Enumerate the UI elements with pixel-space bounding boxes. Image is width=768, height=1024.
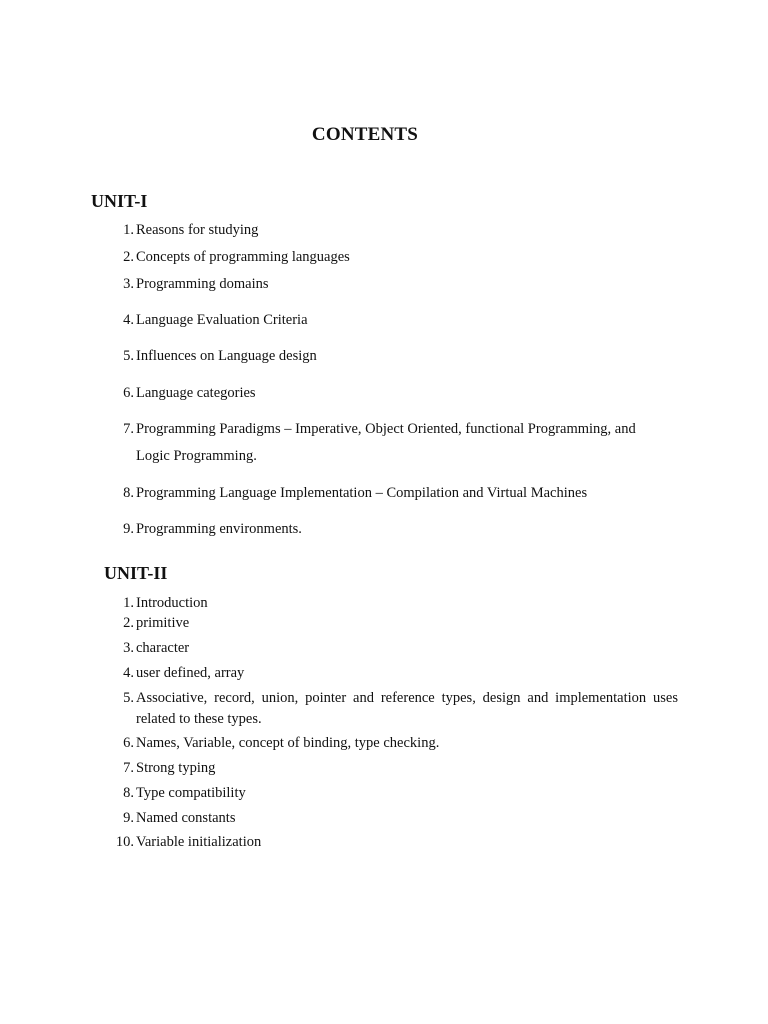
item-number: 5. — [123, 690, 134, 706]
unit-2-item-6 — [108, 733, 688, 754]
unit-1-item-7 — [108, 416, 668, 470]
item-text: Named constants — [136, 810, 236, 826]
item-text: Programming domains — [136, 276, 269, 292]
unit-1-item-9 — [108, 519, 688, 540]
page-title: CONTENTS — [311, 124, 419, 145]
item-text: Influences on Language design — [136, 348, 317, 364]
item-text: Language Evaluation Criteria — [136, 312, 308, 328]
unit-1-heading: UNIT-I — [91, 191, 148, 211]
item-number: 7. — [123, 421, 134, 437]
item-text: Language categories — [136, 385, 256, 401]
item-text: Programming environments. — [136, 521, 302, 537]
item-text: user defined, array — [136, 665, 245, 681]
item-text: Programming Paradigms – Imperative, Object Oriented, functional Programming, and Logic Programming. — [136, 421, 636, 464]
item-number: 8. — [123, 485, 134, 501]
item-text: Variable initialization — [136, 834, 262, 850]
item-number: 3. — [123, 276, 134, 292]
unit-1-item-6 — [108, 383, 688, 404]
item-number: 4. — [123, 312, 134, 328]
item-number: 6. — [123, 385, 134, 401]
item-number: 10. — [115, 834, 134, 850]
item-text: Associative, record, union, pointer and reference types, design and implementation uses related to these types. — [136, 690, 678, 727]
item-number: 1. — [123, 595, 134, 611]
item-text: Concepts of programming languages — [136, 249, 350, 265]
item-text: Names, Variable, concept of binding, type checking. — [136, 735, 440, 751]
item-text: primitive — [136, 615, 190, 631]
unit-1-item-8 — [108, 483, 688, 504]
unit-1-item-2 — [108, 247, 688, 268]
item-number: 9. — [123, 810, 134, 826]
item-text: Strong typing — [136, 760, 216, 776]
unit-2-item-4 — [108, 663, 688, 684]
unit-1-item-1 — [108, 220, 688, 241]
unit-2-item-3 — [108, 638, 688, 659]
unit-1-item-3 — [108, 274, 688, 295]
item-text: Type compatibility — [136, 785, 246, 801]
unit-2-item-10 — [108, 832, 688, 853]
unit-2-heading: UNIT-II — [104, 563, 168, 583]
item-number: 1. — [123, 222, 134, 238]
item-number: 6. — [123, 735, 134, 751]
unit-2-item-1 — [108, 593, 688, 614]
item-number: 3. — [123, 640, 134, 656]
unit-1-item-4 — [108, 310, 688, 331]
unit-2-item-7 — [108, 758, 688, 779]
item-number: 2. — [123, 249, 134, 265]
unit-1-item-5 — [108, 346, 688, 367]
item-number: 4. — [123, 665, 134, 681]
unit-2-item-5 — [108, 688, 678, 730]
unit-2-item-2 — [108, 613, 688, 634]
item-number: 8. — [123, 785, 134, 801]
item-number: 5. — [123, 348, 134, 364]
item-text: Programming Language Implementation – Compilation and Virtual Machines — [136, 485, 588, 501]
unit-2-item-8 — [108, 783, 688, 804]
item-text: Introduction — [136, 595, 208, 611]
unit-2-item-9 — [108, 808, 688, 829]
item-text: character — [136, 640, 190, 656]
item-number: 7. — [123, 760, 134, 776]
item-text: Reasons for studying — [136, 222, 259, 238]
item-number: 9. — [123, 521, 134, 537]
item-number: 2. — [123, 615, 134, 631]
